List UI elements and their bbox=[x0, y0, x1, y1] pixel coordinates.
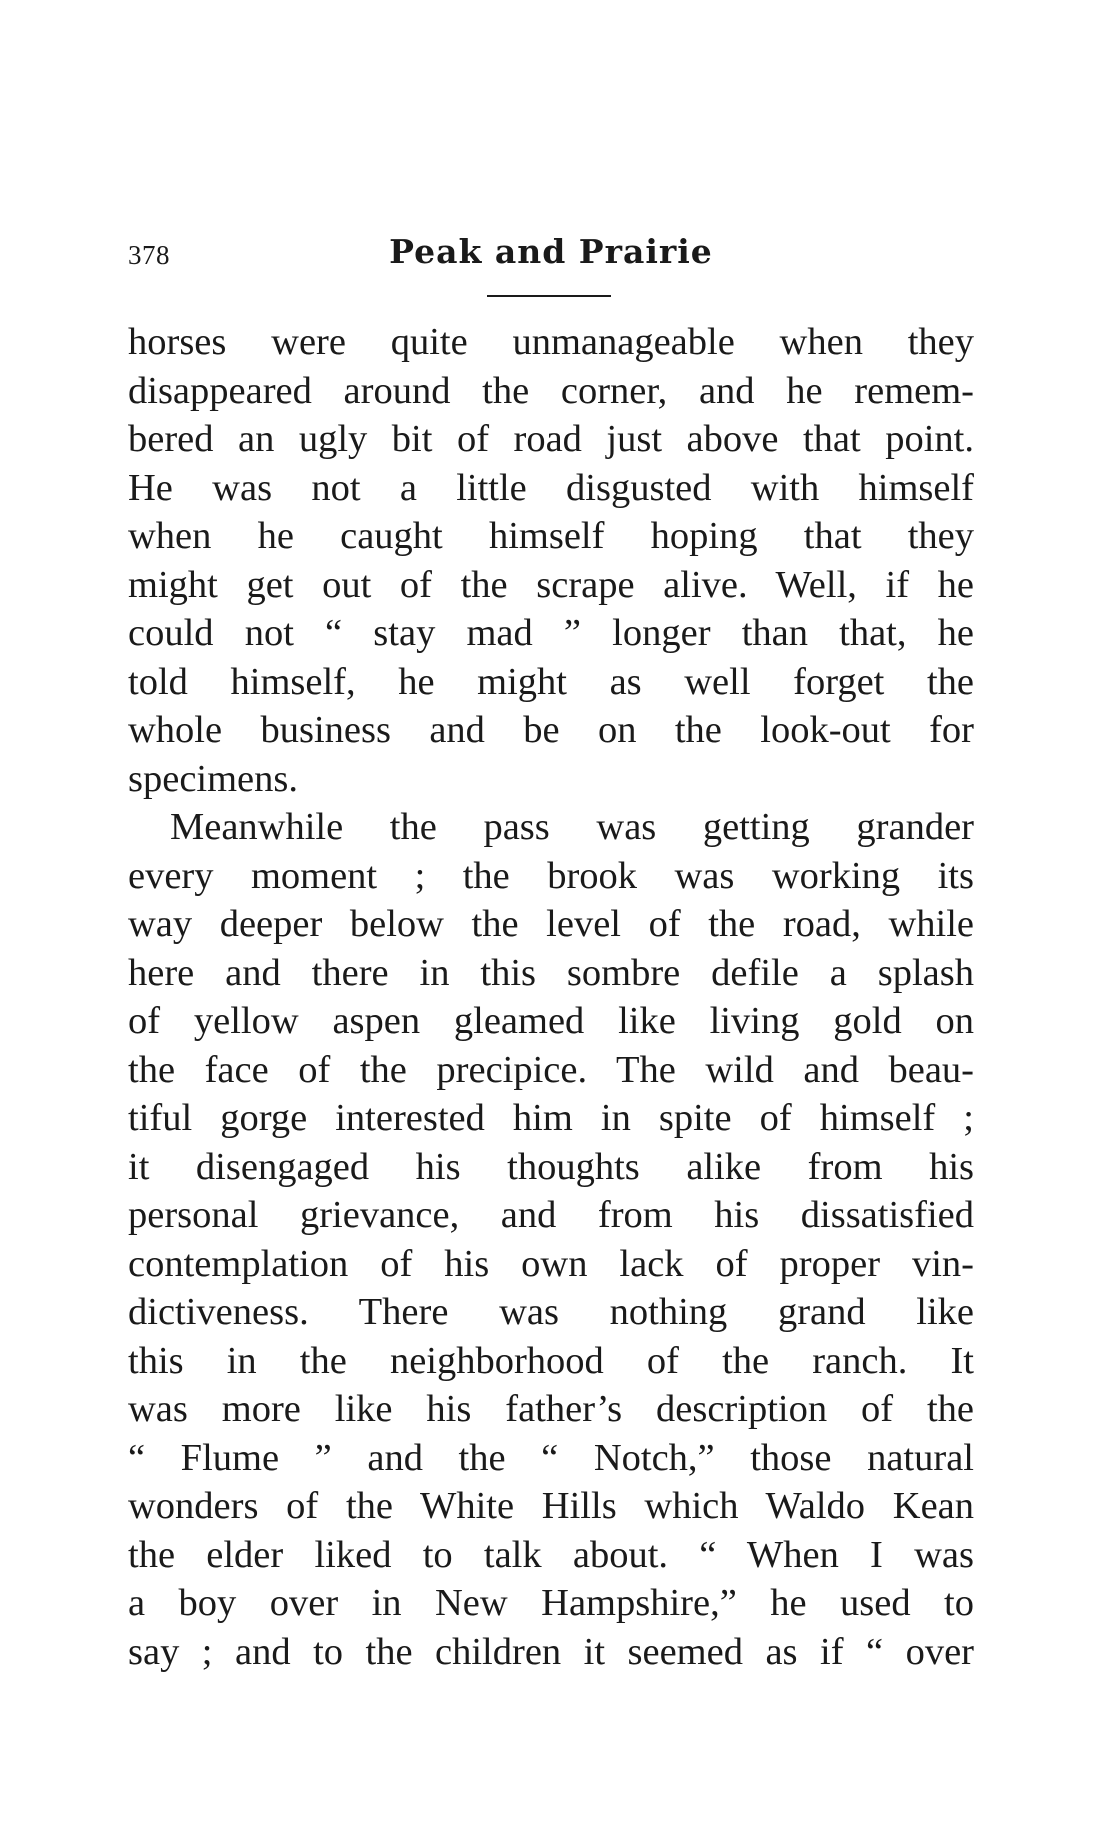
page-number: 378 bbox=[128, 240, 170, 270]
text-line: was more like his father’s description of the bbox=[128, 1388, 974, 1430]
text-line: every moment ; the brook was working its bbox=[128, 854, 974, 897]
header-rule bbox=[487, 295, 611, 297]
text-line: dictiveness. There was nothing grand like bbox=[128, 1291, 974, 1333]
text-line: disappeared around the corner, and he remem- bbox=[128, 369, 974, 412]
text-line: specimens. bbox=[128, 757, 298, 800]
text-line: told himself, he might as well forget the bbox=[128, 660, 974, 703]
text-line: might get out of the scrape alive. Well, if he bbox=[128, 563, 974, 606]
text-line: “ Flume ” and the “ Notch,” those natural bbox=[128, 1436, 974, 1479]
text-line: when he caught himself hoping that they bbox=[128, 515, 974, 557]
text-line: the face of the precipice. The wild and beau- bbox=[128, 1048, 974, 1091]
running-title: Peak and Prairie bbox=[389, 232, 713, 271]
text-line: wonders of the White Hills which Waldo Kean bbox=[128, 1485, 974, 1527]
body-text bbox=[128, 318, 974, 1676]
text-line: horses were quite unmanageable when they bbox=[128, 321, 974, 363]
text-line: could not “ stay mad ” longer than that, he bbox=[128, 612, 974, 654]
text-line: a boy over in New Hampshire,” he used to bbox=[128, 1582, 974, 1624]
text-line: bered an ugly bit of road just above that point. bbox=[128, 418, 974, 460]
text-line: He was not a little disgusted with himself bbox=[128, 466, 974, 509]
text-line: Meanwhile the pass was getting grander bbox=[170, 806, 974, 848]
text-line: whole business and be on the look-out for bbox=[128, 709, 974, 751]
text-line: of yellow aspen gleamed like living gold on bbox=[128, 1000, 974, 1042]
text-line: tiful gorge interested him in spite of himself ; bbox=[128, 1097, 974, 1139]
text-line: way deeper below the level of the road, while bbox=[128, 903, 974, 945]
page-header bbox=[128, 232, 974, 282]
text-line: contemplation of his own lack of proper vin- bbox=[128, 1242, 974, 1285]
text-line: personal grievance, and from his dissatisfied bbox=[128, 1194, 974, 1236]
text-line: this in the neighborhood of the ranch. It bbox=[128, 1339, 974, 1382]
text-line: here and there in this sombre defile a splash bbox=[128, 951, 974, 994]
text-line: say ; and to the children it seemed as if “ over bbox=[128, 1630, 974, 1673]
text-line: it disengaged his thoughts alike from his bbox=[128, 1145, 974, 1188]
text-line: the elder liked to talk about. “ When I was bbox=[128, 1533, 974, 1576]
